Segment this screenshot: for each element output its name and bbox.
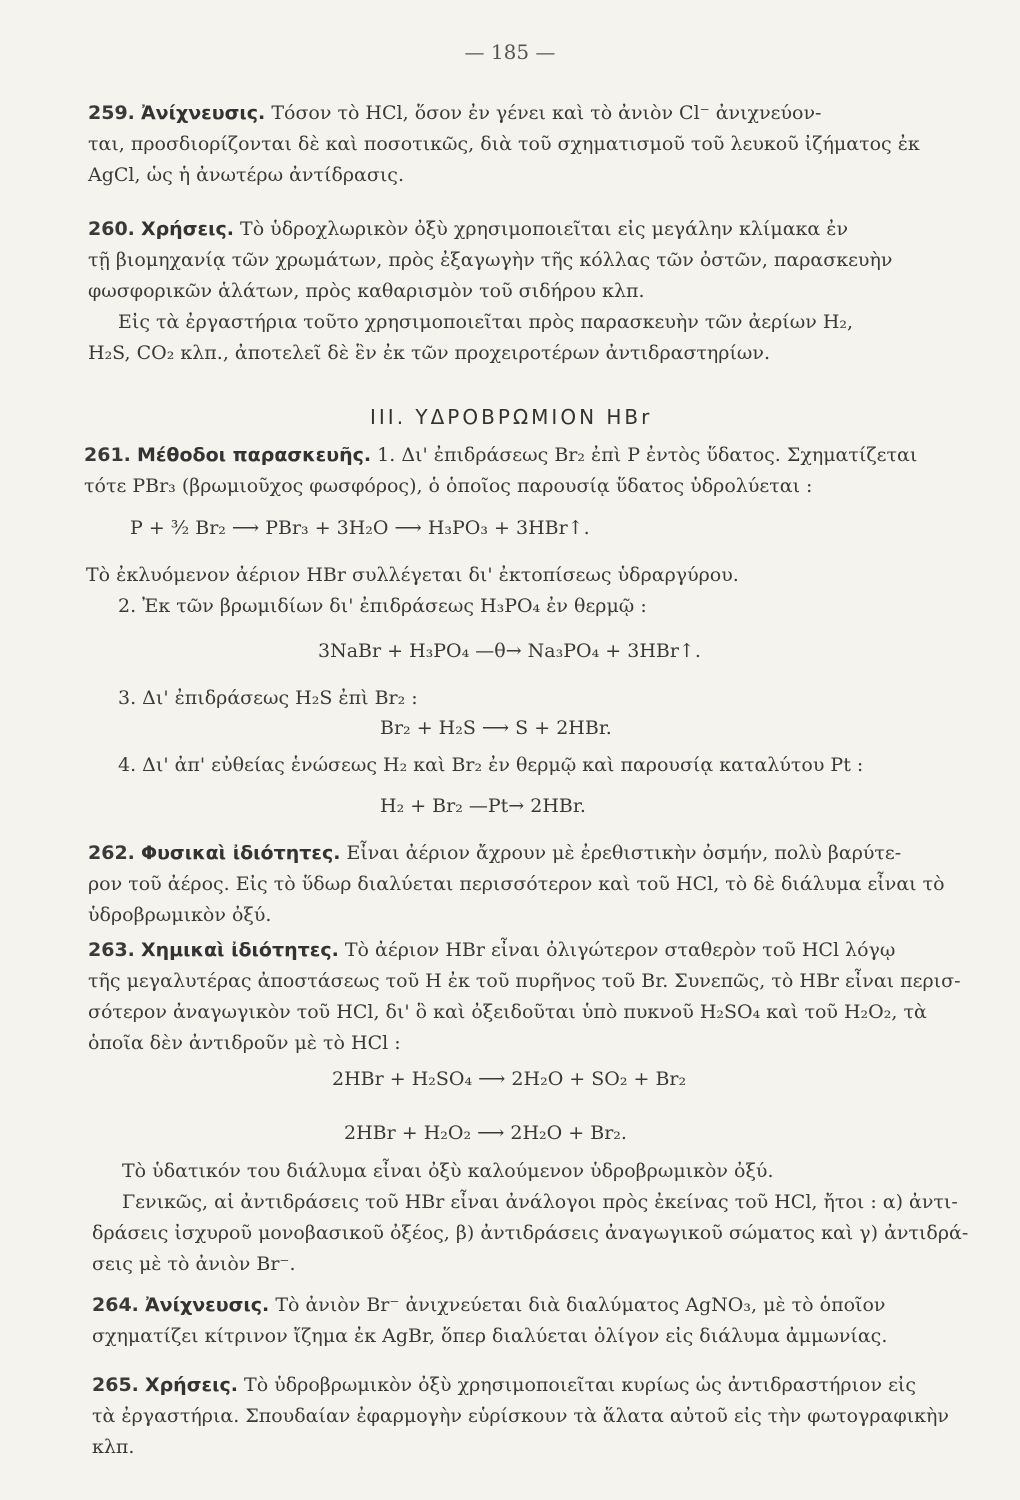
section-263	[88, 935, 968, 1059]
paragraph-line: ρον τοῦ ἀέρος. Εἰς τὸ ὕδωρ διαλύεται περισσότερον καὶ τοῦ HCl, τὸ δὲ διάλυμα εἶναι τὸ	[88, 873, 945, 895]
paragraph-line: ὁποῖα δὲν ἀντιδροῦν μὲ τὸ HCl :	[88, 1032, 401, 1054]
section-heading: Φυσικαὶ ἰδιότητες.	[140, 842, 341, 864]
section-262	[88, 838, 968, 931]
paragraph-line: τῇ βιομηχανίᾳ τῶν χρωμάτων, πρὸς ἐξαγωγὴν τῆς κόλλας τῶν ὀστῶν, παρασκευὴν	[88, 249, 893, 271]
paragraph-line: δράσεις ἰσχυροῦ μονοβασικοῦ ὀξέος, β) ἀντιδράσεις ἀναγωγικοῦ σώματος καὶ γ) ἀντιδρά-	[92, 1222, 969, 1244]
paragraph-line: Τὸ ὑδροβρωμικὸν ὀξὺ χρησιμοποιεῖται κυρίως ὡς ἀντιδραστήριον εἰς	[244, 1374, 917, 1396]
section-number: 260.	[88, 218, 135, 240]
paragraph-line: 3. Δι' ἐπιδράσεως H₂S ἐπὶ Br₂ :	[118, 687, 418, 709]
paragraph-line: Τὸ ὑδροχλωρικὸν ὀξὺ χρησιμοποιεῖται εἰς μεγάλην κλίμακα ἐν	[240, 218, 849, 240]
section-number: 264.	[92, 1294, 139, 1316]
paragraph-line: ται, προσδιορίζονται δὲ καὶ ποσοτικῶς, διὰ τοῦ σχηματισμοῦ τοῦ λευκοῦ ἰζήματος ἐκ	[88, 133, 920, 155]
section-heading: Χημικαὶ ἰδιότητες.	[140, 939, 339, 961]
section-heading: Χρήσεις.	[140, 218, 234, 240]
paragraph-line: 1. Δι' ἐπιδράσεως Br₂ ἐπὶ P ἐντὸς ὕδατος. Σχηματίζεται	[377, 444, 918, 466]
section-265	[92, 1370, 972, 1463]
paragraph-line: σότερον ἀναγωγικὸν τοῦ HCl, δι' ὃ καὶ ὀξειδοῦται ὑπὸ πυκνοῦ H₂SO₄ καὶ τοῦ H₂O₂, τὰ	[88, 1001, 927, 1023]
equation-1: P + ³⁄₂ Br₂ ⟶ PBr₃ + 3H₂O ⟶ H₃PO₃ + 3HBr↑.	[130, 517, 590, 539]
paragraph-line: ὑδροβρωμικὸν ὀξύ.	[88, 904, 272, 926]
paragraph-line: 4. Δι' ἀπ' εὐθείας ἑνώσεως H₂ καὶ Br₂ ἐν θερμῷ καὶ παρουσίᾳ καταλύτου Pt :	[118, 754, 864, 776]
section-number: 263.	[88, 939, 135, 961]
paragraph-line: Τὸ ἐκλυόμενον ἀέριον HBr συλλέγεται δι' ἐκτοπίσεως ὑδραργύρου.	[86, 564, 739, 586]
page-number: — 185 —	[464, 40, 556, 64]
section-heading: Ἀνίχνευσις.	[144, 1294, 270, 1316]
paragraph-line: σεις μὲ τὸ ἀνιὸν Br⁻.	[92, 1253, 296, 1275]
section-261	[84, 440, 964, 502]
section-heading: Ἀνίχνευσις.	[140, 102, 266, 124]
section-heading: Χρήσεις.	[144, 1374, 238, 1396]
section-number: 259.	[88, 102, 135, 124]
paragraph-line: Τὸ ἀέριον HBr εἶναι ὀλιγώτερον σταθερὸν τοῦ HCl λόγῳ	[344, 939, 896, 961]
section-264	[92, 1290, 972, 1352]
section-number: 262.	[88, 842, 135, 864]
paragraph-line: Γενικῶς, αἱ ἀντιδράσεις τοῦ HBr εἶναι ἀνάλογοι πρὸς ἐκείνας τοῦ HCl, ἤτοι : α) ἀντι-	[122, 1191, 958, 1213]
section-number: 261.	[84, 444, 131, 466]
paragraph-line: τὰ ἐργαστήρια. Σπουδαίαν ἐφαρμογὴν εὑρίσκουν τὰ ἅλατα αὐτοῦ εἰς τὴν φωτογραφικὴν κλπ.	[92, 1405, 949, 1458]
paragraph-line: AgCl, ὡς ἡ ἀνωτέρω ἀντίδρασις.	[88, 164, 404, 186]
paragraph-line: Τὸ ἀνιὸν Br⁻ ἀνιχνεύεται διὰ διαλύματος AgNO₃, μὲ τὸ ὁποῖον	[275, 1294, 886, 1316]
equation-3: Br₂ + H₂S ⟶ S + 2HBr.	[380, 717, 612, 739]
section-263-continued	[92, 1156, 972, 1280]
equation-5: 2HBr + H₂SO₄ ⟶ 2H₂O + SO₂ + Br₂	[332, 1068, 687, 1090]
paragraph-line: Εἰς τὰ ἐργαστήρια τοῦτο χρησιμοποιεῖται πρὸς παρασκευὴν τῶν ἀερίων H₂,	[118, 311, 854, 333]
paragraph-line: φωσφορικῶν ἁλάτων, πρὸς καθαρισμὸν τοῦ σιδήρου κλπ.	[88, 280, 645, 302]
paragraph-line: τῆς μεγαλυτέρας ἀποστάσεως τοῦ H ἐκ τοῦ πυρῆνος τοῦ Br. Συνεπῶς, τὸ HBr εἶναι περισ-	[88, 970, 961, 992]
paragraph-line: 2. Ἐκ τῶν βρωμιδίων δι' ἐπιδράσεως H₃PO₄ ἐν θερμῷ :	[118, 595, 647, 617]
section-260	[88, 214, 958, 369]
section-number: 265.	[92, 1374, 139, 1396]
equation-4: H₂ + Br₂ —Pt→ 2HBr.	[380, 795, 586, 817]
equation-2: 3NaBr + H₃PO₄ —θ→ Na₃PO₄ + 3HBr↑.	[318, 640, 701, 662]
paragraph-line: Τὸ ὑδατικόν του διάλυμα εἶναι ὀξὺ καλούμενον ὑδροβρωμικὸν ὀξύ.	[122, 1160, 774, 1182]
equation-6: 2HBr + H₂O₂ ⟶ 2H₂O + Br₂.	[344, 1122, 627, 1144]
paragraph-line: τότε PBr₃ (βρωμιοῦχος φωσφόρος), ὁ ὁποῖος παρουσίᾳ ὕδατος ὑδρολύεται :	[84, 475, 813, 497]
paragraph-line: Εἶναι ἀέριον ἄχρουν μὲ ἐρεθιστικὴν ὀσμήν, πολὺ βαρύτε-	[346, 842, 902, 864]
section-259	[88, 98, 948, 191]
paragraph-line: σχηματίζει κίτρινον ἴζημα ἐκ AgBr, ὅπερ διαλύεται ὀλίγον εἰς διάλυμα ἀμμωνίας.	[92, 1325, 888, 1347]
section-heading: Μέθοδοι παρασκευῆς.	[136, 444, 372, 466]
paragraph-line: H₂S, CO₂ κλπ., ἀποτελεῖ δὲ ἓν ἐκ τῶν προχειροτέρων ἀντιδραστηρίων.	[88, 342, 771, 364]
paragraph-line: Τόσον τὸ HCl, ὅσον ἐν γένει καὶ τὸ ἀνιὸν Cl⁻ ἀνιχνεύον-	[271, 102, 822, 124]
chapter-section-title: III. ΥΔΡΟΒΡΩΜΙΟΝ HBr	[370, 405, 653, 429]
